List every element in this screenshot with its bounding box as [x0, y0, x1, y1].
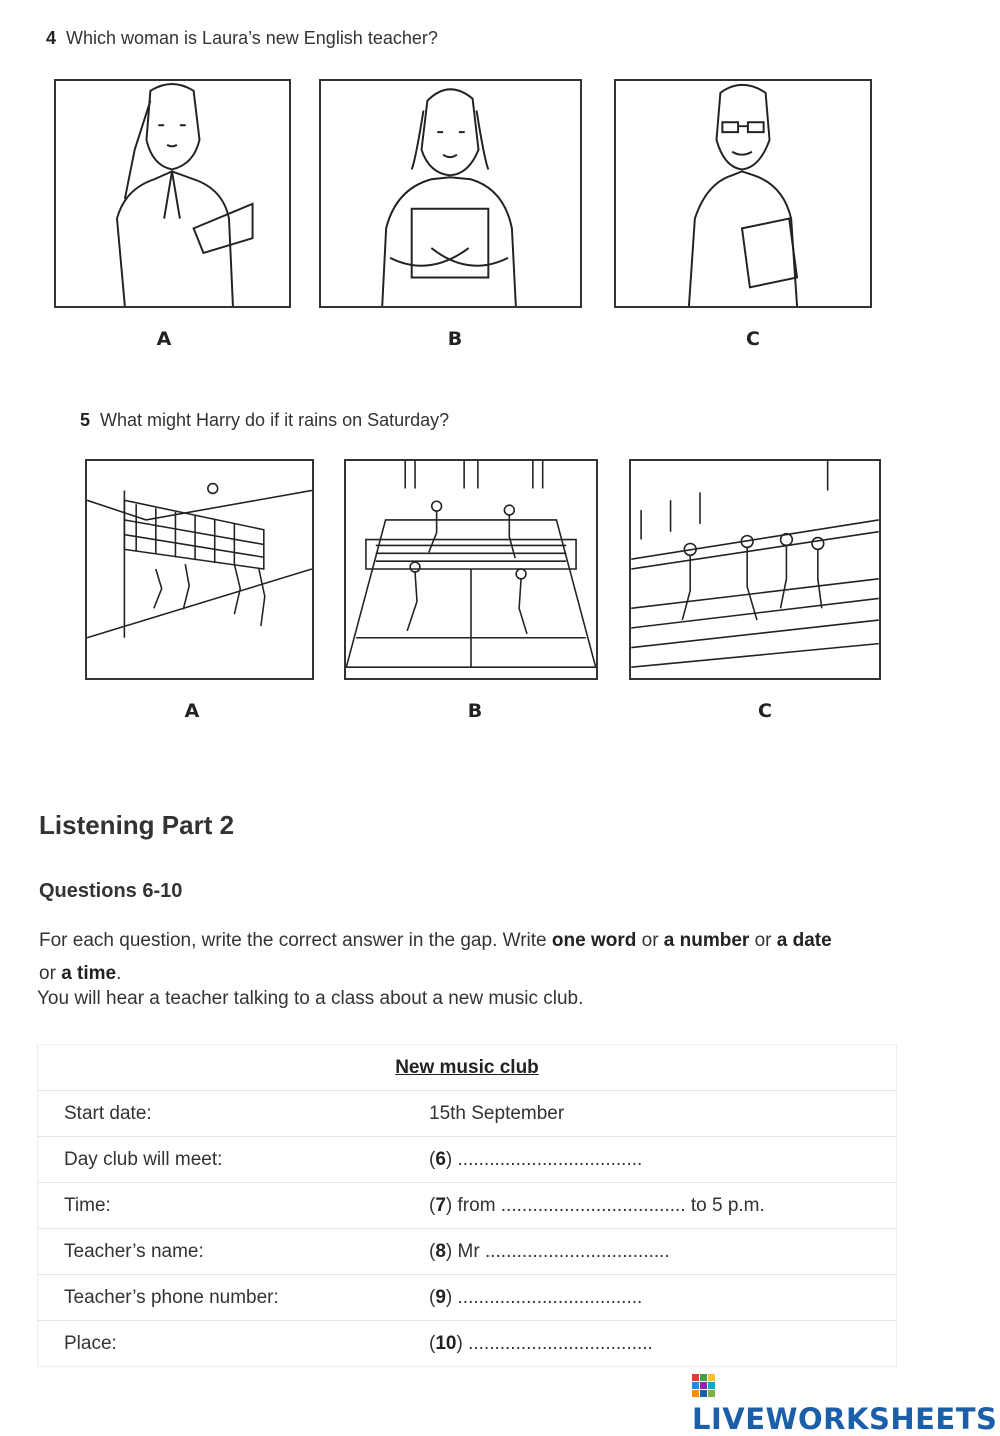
table-row: [38, 1091, 897, 1137]
question-5-title: [80, 410, 449, 431]
q5-option-b-label: B: [467, 700, 483, 722]
answer-gap-7[interactable]: (7) from ................................... to 5 p.m.: [429, 1183, 897, 1229]
volleyball-game-illustration: [87, 461, 312, 678]
row-label: Place:: [38, 1321, 430, 1367]
answer-gap-10[interactable]: (10) ...................................: [429, 1321, 897, 1367]
table-row: [38, 1275, 897, 1321]
q5-option-b-image[interactable]: [344, 459, 598, 680]
woman-with-glasses-illustration: [616, 81, 870, 306]
question-number: 5: [80, 410, 91, 430]
liveworksheets-logo-icon: [692, 1374, 716, 1398]
row-label: Time:: [38, 1183, 430, 1229]
instructions: For each question, write the correct answer in the gap. Write one word or a number or a date or a time.: [39, 930, 832, 984]
running-track-illustration: [631, 461, 879, 678]
answer-gap-8[interactable]: (8) Mr ...................................: [429, 1229, 897, 1275]
q4-option-c-image[interactable]: [614, 79, 872, 308]
woman-holding-folder-illustration: [321, 81, 580, 306]
q4-option-b-image[interactable]: [319, 79, 582, 308]
q5-option-c-image[interactable]: [629, 459, 881, 680]
table-row: [38, 1229, 897, 1275]
table-row: [38, 1321, 897, 1367]
answer-gap-6[interactable]: (6) ...................................: [429, 1137, 897, 1183]
row-label: Teacher’s name:: [38, 1229, 430, 1275]
table-row: [38, 1137, 897, 1183]
row-label: Day club will meet:: [38, 1137, 430, 1183]
answer-gap-9[interactable]: (9) ...................................: [429, 1275, 897, 1321]
row-value: 15th September: [429, 1091, 897, 1137]
context-sentence: You will hear a teacher talking to a class about a new music club.: [37, 988, 584, 1009]
table-row: [38, 1183, 897, 1229]
question-text: What might Harry do if it rains on Saturday?: [100, 410, 450, 430]
q5-option-c-label: C: [758, 700, 772, 722]
music-club-table: [37, 1044, 897, 1367]
question-number: 4: [46, 28, 57, 48]
row-label: Start date:: [38, 1091, 430, 1137]
woman-with-book-illustration: [56, 81, 289, 306]
q5-option-a-image[interactable]: [85, 459, 314, 680]
questions-range: Questions 6-10: [39, 880, 183, 902]
logo-text: LIVEWORKSHEETS: [692, 1402, 998, 1436]
q4-option-a-image[interactable]: [54, 79, 291, 308]
liveworksheets-logo[interactable]: [692, 1368, 1000, 1436]
row-label: Teacher’s phone number:: [38, 1275, 430, 1321]
question-text: Which woman is Laura’s new English teacher?: [66, 28, 438, 48]
question-4-title: [46, 28, 438, 49]
q5-option-a-label: A: [184, 700, 200, 722]
table-title: New music club: [38, 1045, 897, 1091]
section-title: Listening Part 2: [39, 810, 235, 840]
q4-option-b-label: B: [447, 328, 463, 350]
q4-option-c-label: C: [746, 328, 760, 350]
badminton-game-illustration: [346, 461, 596, 678]
q4-option-a-label: A: [156, 328, 172, 350]
